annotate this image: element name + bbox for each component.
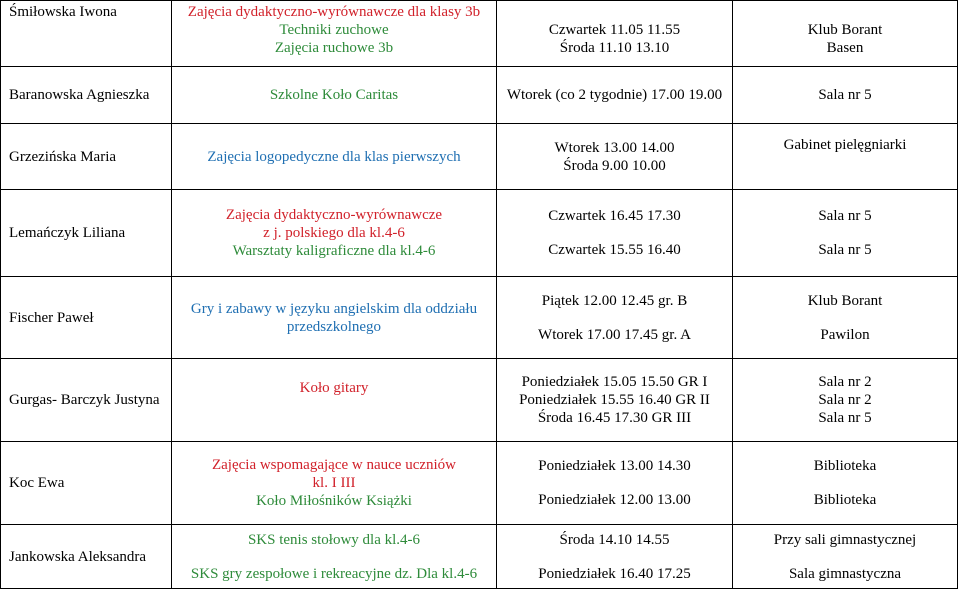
- teacher-name: Grzezińska Maria: [1, 124, 172, 190]
- schedule-time: Wtorek (co 2 tygodnie) 17.00 19.00: [506, 87, 723, 103]
- place-cell: [733, 1, 958, 67]
- teacher-name: Gurgas- Barczyk Justyna: [1, 359, 172, 442]
- place-cell: [733, 124, 958, 190]
- activity-cell: [172, 67, 497, 124]
- place-cell: [733, 442, 958, 525]
- schedule-time: Wtorek 13.00 14.00: [554, 139, 675, 156]
- activity-label: z j. polskiego dla kl.4-6: [263, 225, 405, 241]
- schedule-time: Środa 11.10 13.10: [559, 40, 670, 56]
- schedule-time: Poniedziałek 15.55 16.40 GR II: [519, 392, 710, 408]
- activity-label: Zajęcia dydaktyczno-wyrównawcze dla klasy 3b: [187, 4, 481, 20]
- schedule-time: Środa 16.45 17.30 GR III: [537, 410, 692, 426]
- schedule-time: Czwartek 16.45 17.30: [548, 208, 681, 224]
- schedule-time: Poniedziałek 13.00 14.30: [538, 458, 691, 474]
- place-cell: [733, 359, 958, 442]
- place-label: Sala nr 5: [818, 208, 872, 224]
- place-label: Klub Borant: [807, 292, 883, 309]
- place-cell: [733, 190, 958, 277]
- activity-cell: [172, 359, 497, 442]
- table-row: [1, 525, 958, 589]
- teacher-name: Fischer Paweł: [1, 277, 172, 359]
- activity-cell: [172, 525, 497, 589]
- schedule-cell: [497, 525, 733, 589]
- activity-label: Zajęcia logopedyczne dla klas pierwszych: [207, 148, 461, 165]
- schedule-cell: [497, 124, 733, 190]
- schedule-time: Poniedziałek 12.00 13.00: [538, 492, 691, 508]
- place-label: Sala nr 5: [818, 410, 872, 426]
- place-cell: [733, 67, 958, 124]
- schedule-time: Wtorek 17.00 17.45 gr. A: [538, 326, 691, 343]
- table-row: [1, 190, 958, 277]
- schedule-time: Czwartek 11.05 11.55: [548, 22, 681, 38]
- place-label: Gabinet pielęgniarki: [783, 137, 907, 153]
- teacher-name: Śmiłowska Iwona: [1, 1, 172, 67]
- place-label: Basen: [826, 40, 864, 56]
- table-row: [1, 67, 958, 124]
- schedule-time: Środa 9.00 10.00: [563, 157, 666, 174]
- activity-label: Zajęcia ruchowe 3b: [274, 40, 394, 56]
- activity-label: Gry i zabawy w języku angielskim dla oddziału: [190, 300, 478, 317]
- schedule-cell: [497, 277, 733, 359]
- table-row: [1, 124, 958, 190]
- activity-label: przedszkolnego: [286, 318, 382, 335]
- schedule-cell: [497, 359, 733, 442]
- activity-cell: [172, 124, 497, 190]
- table-row: [1, 277, 958, 359]
- teacher-name: Jankowska Aleksandra: [1, 525, 172, 589]
- place-label: Przy sali gimnastycznej: [773, 531, 917, 548]
- place-label: Sala nr 2: [818, 392, 872, 408]
- activity-cell: [172, 1, 497, 67]
- place-label: Biblioteka: [813, 458, 877, 474]
- schedule-time: Piątek 12.00 12.45 gr. B: [541, 292, 688, 309]
- place-label: Sala gimnastyczna: [788, 565, 902, 582]
- activity-label: Techniki zuchowe: [279, 22, 389, 38]
- schedule-cell: [497, 442, 733, 525]
- activity-cell: [172, 442, 497, 525]
- table-row: [1, 442, 958, 525]
- schedule-time: Poniedziałek 16.40 17.25: [538, 565, 691, 582]
- schedule-time: Środa 14.10 14.55: [559, 531, 670, 548]
- activity-label: Koło gitary: [299, 380, 369, 396]
- activity-cell: [172, 277, 497, 359]
- place-cell: [733, 277, 958, 359]
- schedule-time: Czwartek 15.55 16.40: [548, 242, 681, 258]
- activity-label: Koło Miłośników Książki: [256, 493, 412, 509]
- activity-cell: [172, 190, 497, 277]
- place-cell: [733, 525, 958, 589]
- place-label: Sala nr 5: [818, 87, 872, 103]
- schedule-cell: [497, 190, 733, 277]
- teacher-name: Koc Ewa: [1, 442, 172, 525]
- table-row: [1, 1, 958, 67]
- place-label: Sala nr 2: [818, 374, 872, 390]
- activity-label: Szkolne Koło Caritas: [269, 87, 399, 103]
- place-label: Pawilon: [820, 326, 870, 343]
- activity-label: kl. I III: [312, 475, 356, 491]
- activity-label: SKS gry zespołowe i rekreacyjne dz. Dla kl.4-6: [190, 565, 478, 582]
- activity-label: SKS tenis stołowy dla kl.4-6: [247, 531, 421, 548]
- place-label: Sala nr 5: [818, 242, 872, 258]
- schedule-cell: [497, 67, 733, 124]
- activity-label: Zajęcia wspomagające w nauce uczniów: [211, 457, 457, 473]
- teacher-name: Lemańczyk Liliana: [1, 190, 172, 277]
- place-label: Biblioteka: [813, 492, 877, 508]
- schedule-time: Poniedziałek 15.05 15.50 GR I: [521, 374, 708, 390]
- schedule-cell: [497, 1, 733, 67]
- activity-label: Zajęcia dydaktyczno-wyrównawcze: [225, 207, 443, 223]
- place-label: Klub Borant: [807, 22, 883, 38]
- activity-label: Warsztaty kaligraficzne dla kl.4-6: [232, 243, 436, 259]
- teacher-name: Baranowska Agnieszka: [1, 67, 172, 124]
- table-row: [1, 359, 958, 442]
